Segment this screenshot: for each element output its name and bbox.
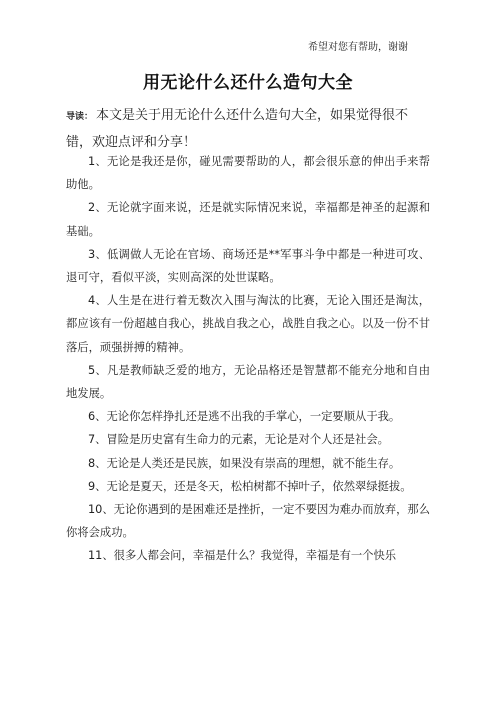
intro-paragraph	[66, 103, 430, 155]
list-item: 2、无论就字面来说，还是就实际情况来说，幸福都是神圣的起源和基础。	[66, 201, 430, 238]
sentence-list	[66, 150, 430, 568]
list-item: 10、无论你遇到的是困难还是挫折，一定不要因为难办而放弃，那么你将会成功。	[66, 503, 430, 540]
document-title: 用无论什么还什么造句大全	[143, 73, 353, 93]
list-item: 4、人生是在进行着无数次入围与淘汰的比赛，无论入围还是淘汰，都应该有一份超越自我心，挑战自我之心，战胜自我之心。以及一份不甘落后，顽强拼搏的精神。	[66, 294, 430, 354]
list-item: 1、无论是我还是你，碰见需要帮助的人，都会很乐意的伸出手来帮助他。	[66, 155, 430, 192]
list-item: 6、无论你怎样挣扎还是逃不出我的手掌心，一定要顺从于我。	[88, 410, 401, 424]
list-item: 5、凡是教师缺乏爱的地方，无论品格还是智慧都不能充分地和自由地发展。	[66, 363, 430, 401]
list-item: 8、无论是人类还是民族，如果没有崇高的理想，就不能生存。	[88, 456, 401, 470]
list-item: 9、无论是夏天，还是冬天，松柏树都不掉叶子，依然翠绿挺拔。	[88, 479, 412, 493]
list-item: 11、很多人都会问，幸福是什么？我觉得，幸福是有一个快乐	[88, 549, 397, 563]
list-item: 7、冒险是历史富有生命力的元素，无论是对个人还是社会。	[88, 433, 389, 447]
intro-lead-label: 导读：	[66, 112, 94, 122]
header-note: 希望对您有帮助，谢谢	[308, 42, 408, 53]
list-item: 3、低调做人无论在官场、商场还是**军事斗争中都是一种进可攻、退可守，看似平淡，实则高深的处世谋略。	[66, 247, 430, 285]
intro-text: 本文是关于用无论什么还什么造句大全，如果觉得很不错，欢迎点评和分享！	[66, 108, 409, 150]
